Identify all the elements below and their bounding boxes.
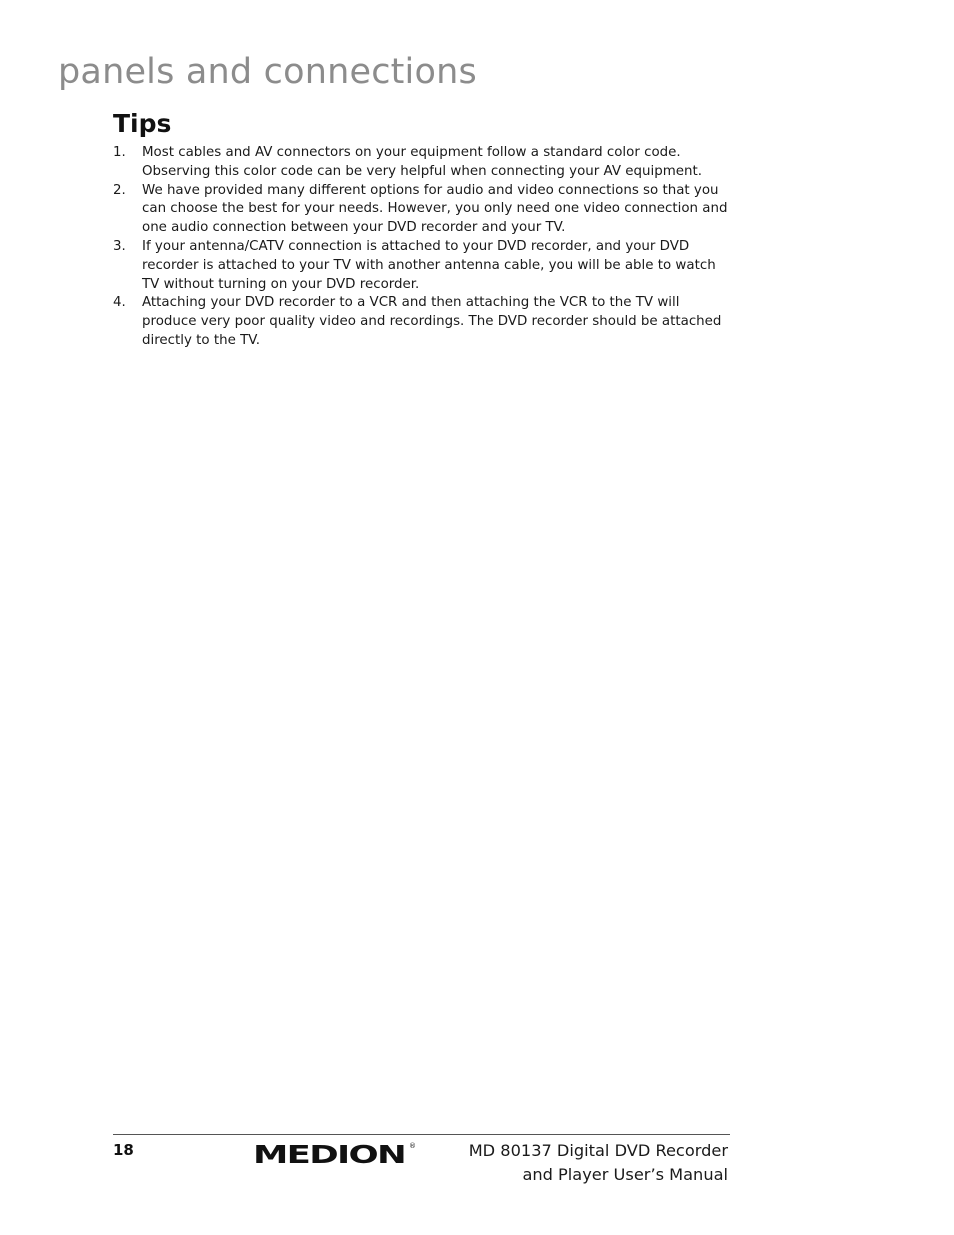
- tip-item: [113, 144, 733, 182]
- tip-number: 2.: [113, 182, 126, 198]
- tip-text: If your antenna/CATV connection is attached to your DVD recorder, and your DVD recorder is attached to your TV with another antenna cable, you will be able to watch TV without turning on your DVD recorder.: [142, 238, 716, 292]
- tips-list: [113, 144, 733, 351]
- manual-title-line-2: and Player User’s Manual: [522, 1165, 728, 1184]
- tip-item: [113, 182, 733, 238]
- tip-number: 1.: [113, 145, 126, 160]
- medion-logo: [252, 1140, 418, 1166]
- tip-item: [113, 238, 733, 294]
- manual-title: [469, 1139, 728, 1187]
- tip-number: 4.: [113, 295, 126, 311]
- registered-mark: ®: [409, 1142, 416, 1150]
- manual-title-line-1: MD 80137 Digital DVD Recorder: [468, 1141, 728, 1160]
- tip-text: We have provided many different options for audio and video connections so that you can choose the best for your needs. However, you only need one video connection and one audio connection between your DVD recorder and your TV.: [142, 182, 728, 236]
- page-number: 18: [113, 1141, 134, 1159]
- footer-divider: [113, 1134, 730, 1135]
- page-title: panels and connections: [58, 52, 477, 92]
- tip-text: Most cables and AV connectors on your equipment follow a standard color code. Observing this color code can be very helpful when connecting your AV equipment.: [142, 145, 702, 179]
- tip-number: 3.: [113, 238, 126, 254]
- tip-item: [113, 294, 733, 350]
- section-heading-tips: Tips: [113, 109, 172, 138]
- medion-logo-wordmark: MEDION: [253, 1140, 405, 1166]
- tip-text: Attaching your DVD recorder to a VCR and then attaching the VCR to the TV will produce very poor quality video and recordings. The DVD recorder should be attached directly to the TV.: [142, 295, 722, 348]
